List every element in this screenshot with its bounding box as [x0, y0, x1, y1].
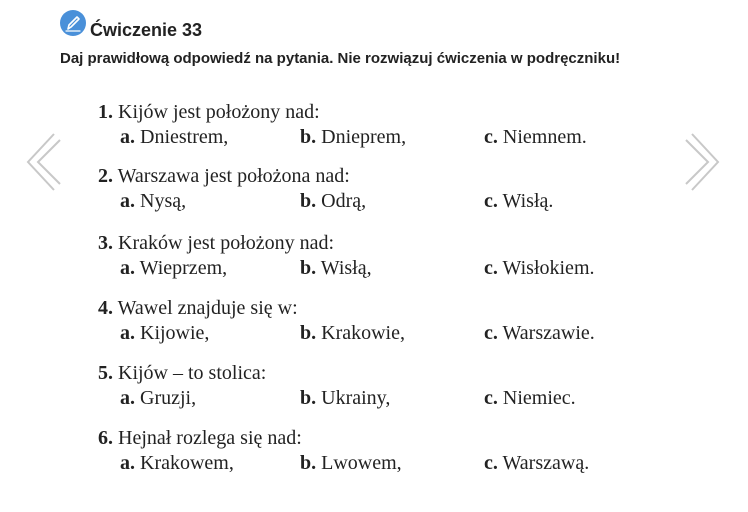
option-c: [484, 125, 587, 149]
question-label: Kijów – to stolica:: [118, 362, 267, 384]
question-3: [98, 231, 658, 291]
option-letter: b.: [300, 126, 317, 148]
option-letter: b.: [300, 322, 317, 344]
option-c: [484, 189, 553, 213]
option-text: Niemnem.: [502, 126, 587, 148]
option-text: Warszawą.: [502, 452, 590, 474]
question-label: Kraków jest położony nad:: [118, 232, 335, 254]
previous-page-button[interactable]: [22, 130, 62, 194]
option-letter: b.: [300, 257, 317, 279]
question-1: [98, 100, 658, 160]
option-text: Dniestrem,: [140, 126, 229, 148]
option-letter: c.: [484, 452, 498, 474]
option-text: Gruzji,: [140, 387, 197, 409]
option-letter: a.: [120, 126, 135, 148]
question-number: 5.: [98, 362, 113, 384]
option-text: Ukrainy,: [321, 387, 391, 409]
question-number: 2.: [98, 165, 113, 187]
option-a: [120, 321, 209, 345]
option-b: [300, 321, 405, 345]
question-label: Hejnał rozlega się nad:: [118, 427, 302, 449]
question-text: [98, 361, 266, 385]
question-6: [98, 426, 658, 486]
question-number: 4.: [98, 297, 113, 319]
question-label: Wawel znajduje się w:: [117, 297, 298, 319]
option-b: [300, 189, 366, 213]
option-letter: b.: [300, 190, 317, 212]
exercise-title: Ćwiczenie 33: [90, 20, 203, 40]
option-b: [300, 386, 390, 410]
chevron-right-icon: [684, 130, 724, 194]
option-b: [300, 451, 402, 475]
question-label: Kijów jest położony nad:: [118, 101, 320, 123]
exercise-instruction: Daj prawidłową odpowiedź na pytania. Nie rozwiązuj ćwiczenia w podręczniku!: [60, 50, 621, 67]
option-text: Lwowem,: [321, 452, 402, 474]
option-text: Krakowem,: [140, 452, 234, 474]
option-letter: a.: [120, 257, 135, 279]
question-4: [98, 296, 658, 356]
option-letter: a.: [120, 322, 135, 344]
option-text: Wisłokiem.: [502, 257, 595, 279]
option-letter: c.: [484, 257, 498, 279]
option-text: Kijowie,: [140, 322, 210, 344]
option-letter: c.: [484, 190, 498, 212]
question-text: [98, 426, 302, 450]
option-text: Wieprzem,: [139, 257, 228, 279]
question-text: [98, 296, 298, 320]
option-letter: a.: [120, 452, 135, 474]
question-text: [98, 231, 334, 255]
option-letter: c.: [484, 387, 498, 409]
question-text: [98, 164, 350, 188]
option-c: [484, 321, 595, 345]
question-number: 6.: [98, 427, 113, 449]
option-text: Wisłą,: [320, 257, 372, 279]
option-text: Niemiec.: [502, 387, 576, 409]
option-letter: a.: [120, 387, 135, 409]
option-a: [120, 256, 227, 280]
option-letter: c.: [484, 322, 498, 344]
option-text: Krakowie,: [321, 322, 405, 344]
question-2: [98, 164, 658, 224]
option-text: Dnieprem,: [321, 126, 407, 148]
question-label: Warszawa jest położona nad:: [117, 165, 350, 187]
option-a: [120, 451, 234, 475]
option-b: [300, 125, 406, 149]
option-a: [120, 125, 228, 149]
question-5: [98, 361, 658, 421]
next-page-button[interactable]: [684, 130, 724, 194]
option-letter: b.: [300, 452, 317, 474]
option-letter: a.: [120, 190, 135, 212]
option-a: [120, 386, 196, 410]
pencil-icon: [60, 10, 86, 36]
option-text: Wisłą.: [502, 190, 554, 212]
question-number: 3.: [98, 232, 113, 254]
option-b: [300, 256, 372, 280]
question-text: [98, 100, 320, 124]
option-letter: c.: [484, 126, 498, 148]
option-text: Nysą,: [140, 190, 187, 212]
option-text: Warszawie.: [502, 322, 595, 344]
option-a: [120, 189, 186, 213]
option-c: [484, 256, 595, 280]
option-c: [484, 451, 589, 475]
option-text: Odrą,: [321, 190, 367, 212]
chevron-left-icon: [22, 130, 62, 194]
question-number: 1.: [98, 101, 113, 123]
option-c: [484, 386, 576, 410]
option-letter: b.: [300, 387, 317, 409]
